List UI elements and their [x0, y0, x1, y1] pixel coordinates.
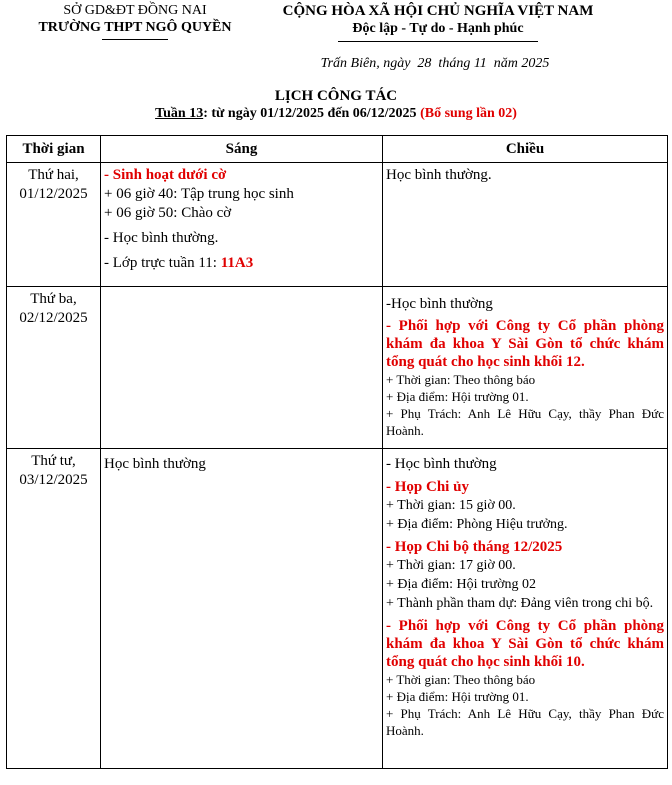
event-title: - Sinh hoạt dưới cờ: [104, 167, 227, 183]
afternoon-cell: [383, 449, 668, 769]
event-title: - Họp Chi ủy: [386, 479, 469, 495]
morning-cell: [101, 449, 383, 769]
list-item: + 06 giờ 50: Chào cờ: [104, 205, 232, 221]
motto: Độc lập - Tự do - Hạnh phúc: [352, 21, 524, 36]
list-item: + Phụ Trách: Anh Lê Hữu Cạy, thầy Phan Đức Hoành.: [386, 706, 664, 738]
day-cell: [7, 163, 101, 287]
list-item: + Thời gian: 15 giờ 00.: [386, 498, 516, 513]
day-cell: [7, 287, 101, 449]
list-item: -Học bình thường: [386, 296, 493, 312]
list-item: + Thời gian: Theo thông báo: [386, 672, 536, 687]
table-header-row: [7, 136, 668, 163]
page-title: LỊCH CÔNG TÁC: [274, 88, 398, 104]
list-item: + Thời gian: 17 giờ 00.: [386, 558, 516, 573]
schedule-table: [6, 135, 668, 769]
event-title: - Phối hợp với Công ty Cổ phần phòng khám đa khoa Y Sài Gòn tổ chức khám tổng quát cho học sinh khối 12.: [386, 318, 664, 370]
day-cell: [7, 449, 101, 769]
list-item: + Thời gian: Theo thông báo: [386, 372, 536, 387]
duty-class: 11A3: [220, 255, 254, 271]
week-label: Tuần 13: [155, 106, 204, 121]
list-item: + Phụ Trách: Anh Lê Hữu Cạy, thầy Phan Đức Hoành.: [386, 406, 664, 438]
event-title: - Phối hợp với Công ty Cổ phần phòng khám đa khoa Y Sài Gòn tổ chức khám tổng quát cho học sinh khối 10.: [386, 618, 664, 670]
header-right: [268, 2, 608, 42]
list-item: Học bình thường.: [386, 167, 492, 183]
supplement-label: (Bổ sung lần 02): [420, 106, 517, 121]
list-item: - Học bình thường.: [104, 230, 219, 246]
document-date: Trấn Biên, ngày 28 tháng 11 năm 2025: [320, 56, 550, 71]
list-item: Học bình thường: [104, 456, 206, 472]
table-row: [7, 163, 668, 287]
header-left: [20, 2, 250, 40]
day-name: Thứ ba,: [30, 291, 77, 307]
morning-cell: [101, 287, 383, 449]
list-item: + Thành phần tham dự: Đảng viên trong chi bộ.: [386, 596, 654, 611]
list-item: + Địa điểm: Hội trường 02: [386, 577, 537, 592]
day-date: 03/12/2025: [19, 472, 88, 488]
table-row: [7, 287, 668, 449]
duty-class-line: [104, 254, 379, 273]
col-header-morning: Sáng: [101, 136, 383, 163]
org-name: SỞ GD&ĐT ĐỒNG NAI: [63, 3, 207, 18]
list-item: + Địa điểm: Hội trường 01.: [386, 389, 529, 404]
list-item: + 06 giờ 40: Tập trung học sinh: [104, 186, 294, 202]
day-date: 02/12/2025: [19, 310, 88, 326]
list-item: - Học bình thường: [386, 456, 497, 472]
morning-cell: [101, 163, 383, 287]
col-header-afternoon: Chiều: [383, 136, 668, 163]
divider: [102, 39, 168, 40]
day-name: Thứ hai,: [28, 167, 79, 183]
col-header-time: Thời gian: [7, 136, 101, 163]
afternoon-cell: [383, 287, 668, 449]
school-name: TRƯỜNG THPT NGÔ QUYỀN: [38, 20, 232, 35]
list-item: + Địa điểm: Phòng Hiệu trưởng.: [386, 517, 568, 532]
afternoon-cell: [383, 163, 668, 287]
day-name: Thứ tư,: [31, 453, 76, 469]
event-title: - Họp Chi bộ tháng 12/2025: [386, 539, 563, 555]
country-name: CỘNG HÒA XÃ HỘI CHỦ NGHĨA VIỆT NAM: [282, 3, 594, 19]
table-row: [7, 449, 668, 769]
page-subtitle: [0, 105, 672, 122]
day-date: 01/12/2025: [19, 186, 88, 202]
divider: [338, 41, 538, 42]
list-item: + Địa điểm: Hội trường 01.: [386, 689, 529, 704]
date-range: : từ ngày 01/12/2025 đến 06/12/2025: [203, 106, 421, 121]
duty-label: - Lớp trực tuần 11:: [104, 255, 221, 271]
